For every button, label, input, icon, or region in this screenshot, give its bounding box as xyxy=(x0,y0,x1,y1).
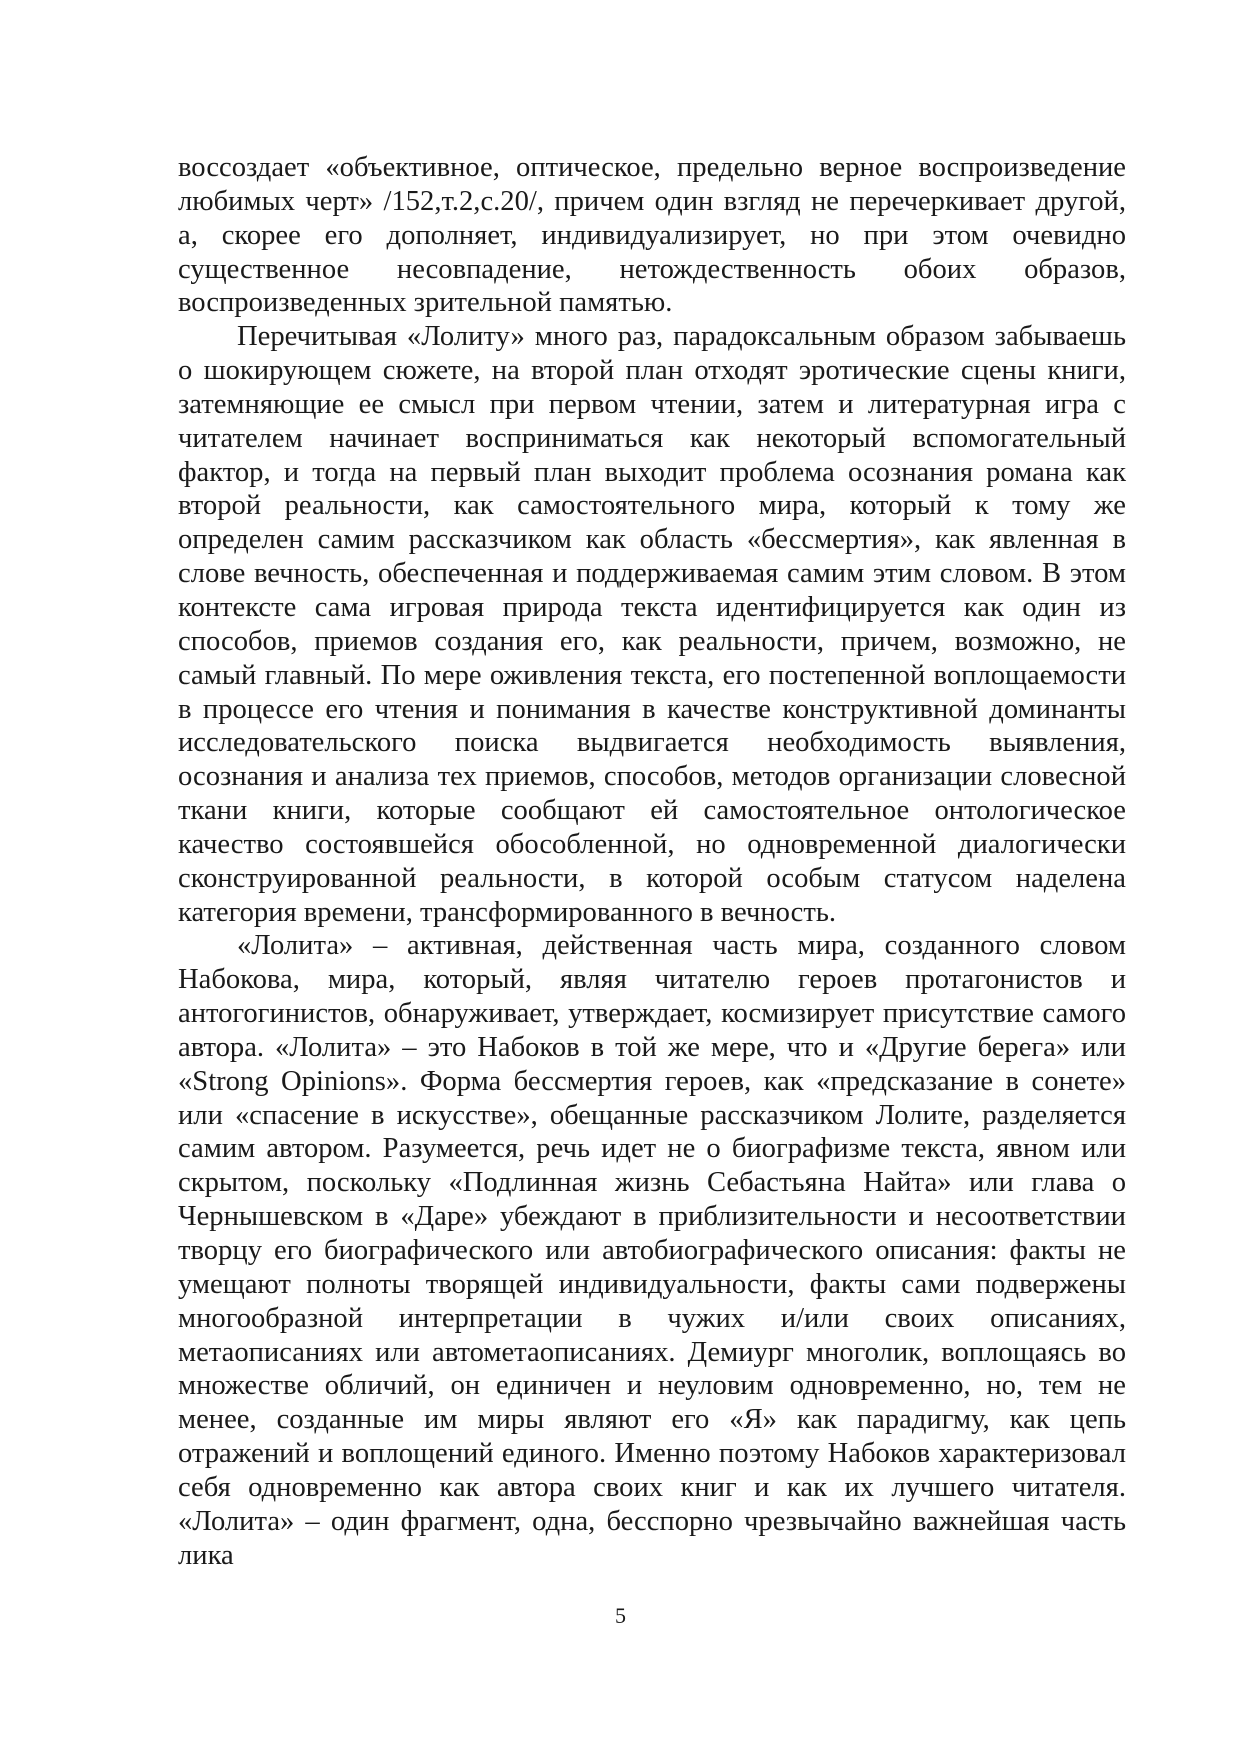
page-number: 5 xyxy=(615,1603,626,1628)
paragraph-continuation: воссоздает «объективное, оптическое, предельно верное воспроизведение любимых черт» /152,т.2,с.20/, причем один взгляд не перечеркивает другой, а, скорее его дополняет, индивидуализирует, но при этом очевидно существенное несовпадение, нетождественность обоих образов, воспроизведенных зрительной памятью. xyxy=(178,152,1126,319)
paragraph-rereading-lolita: Перечитывая «Лолиту» много раз, парадоксальным образом забываешь о шокирующем сюжете, на второй план отходят эротические сцены книги, затемняющие ее смысл при первом чтении, затем и литературная игра с читателем начинает восприниматься как некоторый вспомогательный фактор, и тогда на первый план выходит проблема осознания романа как второй реальности, как самостоятельного мира, который к тому же определен самим рассказчиком как область «бессмертия», как явленная в слове вечность, обеспеченная и поддерживаемая самим этим словом. В этом контексте сама игровая природа текста идентифицируется как один из способов, приемов создания его, как реальности, причем, возможно, не самый главный. По мере оживления текста, его постепенной воплощаемости в процессе его чтения и понимания в качестве конструктивной доминанты исследовательского поиска выдвигается необходимость выявления, осознания и анализа тех приемов, способов, методов организации словесной ткани книги, которые сообщают ей самостоятельное онтологическое качество состоявшейся обособленной, но одновременной диалогически сконструированной реальности, в которой особым статусом наделена категория времени, трансформированного в вечность. xyxy=(178,321,1126,928)
body-text xyxy=(178,151,1126,1572)
paragraph-lolita-part-of-world: «Лолита» – активная, действенная часть мира, созданного словом Набокова, мира, который, являя читателю героев протагонистов и антогогинистов, обнаруживает, утверждает, космизирует присутствие самого автора. «Лолита» – это Набоков в той же мере, что и «Другие берега» или «Strong Opinions». Форма бессмертия героев, как «предсказание в сонете» или «спасение в искусстве», обещанные рассказчиком Лолите, разделяется самим автором. Разумеется, речь идет не о биографизме текста, явном или скрытом, поскольку «Подлинная жизнь Себастьяна Найта» или глава о Чернышевском в «Даре» убеждают в приблизительности и несоответствии творцу его биографического или автобиографического описания: факты не умещают полноты творящей индивидуальности, факты сами подвержены многообразной интерпретации в чужих и/или своих описаниях, метаописаниях или автометаописаниях. Демиург многолик, воплощаясь во множестве обличий, он единичен и неуловим одновременно, но, тем не менее, созданные им миры являют его «Я» как парадигму, как цепь отражений и воплощений единого. Именно поэтому Набоков характеризовал себя одновременно как автора своих книг и как их лучшего читателя. «Лолита» – один фрагмент, одна, бесспорно чрезвычайно важнейшая часть лика xyxy=(178,930,1126,1571)
